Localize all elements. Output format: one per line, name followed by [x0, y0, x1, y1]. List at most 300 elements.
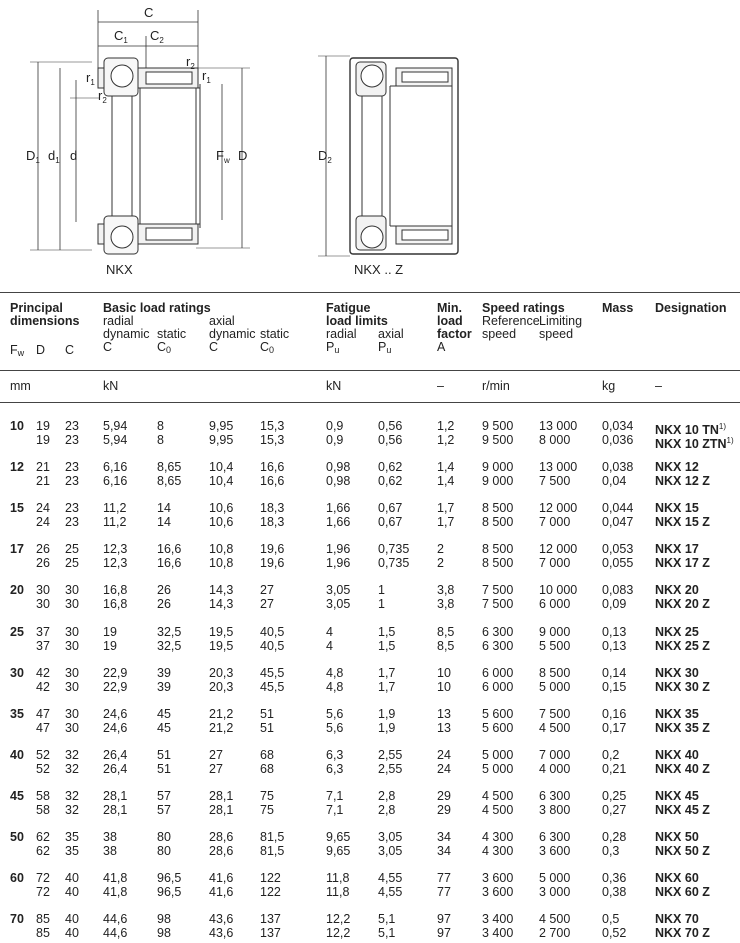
- cell-designation: NKX 10 ZTN$^{1)}$: [655, 436, 734, 451]
- cell-fw: 20: [10, 583, 24, 598]
- cell-ref: 9 500: [482, 419, 514, 433]
- hdr-sym-C0-radial: $C_0$: [157, 340, 172, 355]
- cell-pur: 1,96: [326, 556, 351, 571]
- cell-crd: 41,8: [103, 871, 128, 886]
- cell-crd: 24,6: [103, 720, 128, 735]
- cell-crd: 24,6: [103, 706, 128, 721]
- cell-fw: 30: [10, 665, 24, 680]
- cell-C: 40: [65, 926, 79, 941]
- hdr-min-1: Min.: [437, 301, 462, 315]
- cell-lim: 12 000: [539, 501, 578, 516]
- cell-pua: 2,8: [378, 802, 396, 817]
- cell-pua: 0,67: [378, 501, 403, 516]
- cell-pua: 1,9: [378, 706, 396, 721]
- cell-a: 1,2: [437, 433, 455, 447]
- cell-ref: 5 000: [482, 747, 514, 762]
- cell-crs: 45: [157, 720, 171, 735]
- cell-lim: 3 800: [539, 802, 571, 817]
- cell-pua: 0,62: [378, 474, 403, 489]
- cell-crs: 51: [157, 761, 171, 776]
- cell-cas: 81,5: [260, 844, 285, 858]
- cell-a: 13: [437, 706, 451, 721]
- cell-a: 8,5: [437, 638, 455, 653]
- cell-cad: 43,6: [209, 912, 234, 927]
- cell-crd: 44,6: [103, 926, 128, 941]
- cell-pua: 5,1: [378, 926, 396, 941]
- cell-fw: 15: [10, 501, 24, 516]
- cell-a: 10: [437, 679, 451, 694]
- cell-crs: 8,65: [157, 474, 182, 489]
- cell-crs: 80: [157, 844, 171, 858]
- cell-ref: 4 500: [482, 788, 514, 803]
- cell-crd: 6,16: [103, 460, 128, 475]
- hdr-sym-D: D: [36, 343, 46, 357]
- cell-a: 3,8: [437, 583, 455, 598]
- hdr-axial: axial: [209, 314, 235, 328]
- label-r2-left: $r_2$: [98, 88, 107, 105]
- cell-cad: 10,6: [209, 515, 234, 530]
- cell-crd: 26,4: [103, 747, 128, 762]
- table-row-group: [0, 667, 740, 697]
- hdr-sym-A: A: [437, 340, 446, 354]
- hdr-static-2: static: [260, 327, 290, 341]
- cell-crs: 96,5: [157, 871, 182, 886]
- unit-rmin: r/min: [482, 379, 510, 393]
- footnote-marker: 1): [718, 422, 727, 431]
- cell-a: 1,4: [437, 460, 455, 475]
- cell-pua: 4,55: [378, 885, 403, 900]
- cell-ref: 4 500: [482, 802, 514, 817]
- cell-pua: 3,05: [378, 844, 403, 858]
- cell-pua: 1,5: [378, 638, 396, 653]
- cell-mass: 0,13: [602, 624, 627, 639]
- cell-pur: 9,65: [326, 844, 351, 858]
- cell-mass: 0,36: [602, 871, 627, 886]
- cell-mass: 0,047: [602, 515, 634, 530]
- hdr-principal-2: dimensions: [10, 314, 80, 328]
- cell-cad: 19,5: [209, 638, 234, 653]
- cell-a: 34: [437, 830, 451, 844]
- cell-pua: 4,55: [378, 871, 403, 886]
- cell-designation: NKX 35: [655, 706, 699, 721]
- cell-a: 1,4: [437, 474, 455, 489]
- table-row-group: [0, 708, 740, 738]
- caption-nkx: NKX: [106, 262, 133, 277]
- cell-designation: NKX 12: [655, 460, 699, 475]
- cell-cad: 27: [209, 761, 223, 776]
- cell-D: 47: [36, 706, 50, 721]
- cell-lim: 7 000: [539, 515, 571, 530]
- cell-cas: 15,3: [260, 419, 285, 433]
- cell-a: 97: [437, 926, 451, 941]
- cell-designation: NKX 20 Z: [655, 597, 710, 612]
- cell-C: 40: [65, 885, 79, 900]
- cell-designation: NKX 10 TN$^{1)}$: [655, 422, 727, 437]
- cell-lim: 7 500: [539, 474, 571, 489]
- cell-ref: 9 000: [482, 474, 514, 489]
- label-C2: $C_2$: [150, 28, 164, 45]
- cell-designation: NKX 25: [655, 624, 699, 639]
- cell-a: 1,7: [437, 515, 455, 530]
- unit-kn-2: kN: [326, 379, 342, 393]
- cell-pua: 1: [378, 597, 385, 612]
- hdr-speed-1: speed: [482, 327, 517, 341]
- cell-D: 47: [36, 720, 50, 735]
- cell-D: 30: [36, 597, 50, 612]
- cell-cad: 9,95: [209, 419, 234, 433]
- header-mid-rule: [0, 370, 740, 371]
- cell-crs: 14: [157, 515, 171, 530]
- cell-pur: 6,3: [326, 761, 344, 776]
- hdr-dynamic-1: dynamic: [103, 327, 150, 341]
- cell-D: 26: [36, 542, 50, 557]
- cell-D: 24: [36, 515, 50, 530]
- cell-ref: 3 600: [482, 871, 514, 886]
- cell-D: 37: [36, 624, 50, 639]
- cell-a: 13: [437, 720, 451, 735]
- label-d1: $d_1$: [48, 148, 60, 165]
- cell-mass: 0,04: [602, 474, 627, 489]
- cell-fw: 70: [10, 912, 24, 927]
- cell-cas: 19,6: [260, 556, 285, 571]
- cell-ref: 3 600: [482, 885, 514, 900]
- cell-cas: 18,3: [260, 501, 285, 516]
- cell-mass: 0,09: [602, 597, 627, 612]
- cell-designation: NKX 60: [655, 871, 699, 886]
- cell-pur: 12,2: [326, 912, 351, 927]
- cell-pur: 6,3: [326, 747, 344, 762]
- cell-pur: 4: [326, 624, 333, 639]
- cell-ref: 9 500: [482, 433, 514, 447]
- cell-lim: 3 000: [539, 885, 571, 900]
- cell-pua: 0,735: [378, 542, 410, 557]
- cell-pur: 4: [326, 638, 333, 653]
- cell-ref: 5 600: [482, 720, 514, 735]
- cell-ref: 8 500: [482, 515, 514, 530]
- bearing-drawings: [0, 0, 740, 292]
- cell-cas: 122: [260, 871, 281, 886]
- cell-lim: 4 000: [539, 761, 571, 776]
- label-d: d: [70, 148, 78, 163]
- hdr-speed-ratings: Speed ratings: [482, 301, 565, 315]
- cell-mass: 0,053: [602, 542, 634, 557]
- cell-cas: 18,3: [260, 515, 285, 530]
- cell-ref: 6 000: [482, 665, 514, 680]
- cell-cas: 75: [260, 802, 274, 817]
- cell-mass: 0,5: [602, 912, 620, 927]
- cell-C: 30: [65, 638, 79, 653]
- cell-crd: 41,8: [103, 885, 128, 900]
- cell-pur: 0,98: [326, 474, 351, 489]
- cell-fw: 40: [10, 747, 24, 762]
- cell-D: 62: [36, 844, 50, 858]
- cell-D: 52: [36, 761, 50, 776]
- unit-dash-2: –: [655, 379, 662, 393]
- cell-a: 1,2: [437, 419, 455, 433]
- cell-crd: 12,3: [103, 542, 128, 557]
- cell-lim: 12 000: [539, 542, 578, 557]
- cell-pua: 0,56: [378, 433, 403, 447]
- table-row-group: [0, 872, 740, 902]
- cell-cad: 10,4: [209, 474, 234, 489]
- cell-lim: 7 000: [539, 747, 571, 762]
- cell-cad: 41,6: [209, 871, 234, 886]
- cell-pua: 3,05: [378, 830, 403, 844]
- cell-fw: 10: [10, 419, 24, 433]
- hdr-designation: Designation: [655, 301, 727, 315]
- hdr-static-1: static: [157, 327, 187, 341]
- cell-cas: 45,5: [260, 679, 285, 694]
- label-r1-left: $r_1$: [86, 70, 95, 87]
- hdr-sym-Pu-axial: $P_u$: [378, 340, 392, 355]
- cell-lim: 6 300: [539, 788, 571, 803]
- cell-mass: 0,52: [602, 926, 627, 941]
- cell-designation: NKX 15: [655, 501, 699, 516]
- cell-pur: 11,8: [326, 885, 350, 900]
- cell-D: 19: [36, 419, 50, 433]
- hdr-sym-C-axial: C: [209, 340, 219, 354]
- cell-crd: 44,6: [103, 912, 128, 927]
- cell-ref: 9 000: [482, 460, 514, 475]
- header-top-rule: [0, 292, 740, 293]
- units-rule: [0, 402, 740, 403]
- cell-pua: 1,9: [378, 720, 396, 735]
- cell-designation: NKX 15 Z: [655, 515, 710, 530]
- table-row-group: [0, 584, 740, 614]
- cell-D: 72: [36, 871, 50, 886]
- cell-pur: 4,8: [326, 665, 344, 680]
- cell-D: 30: [36, 583, 50, 598]
- cell-mass: 0,055: [602, 556, 634, 571]
- cell-cas: 137: [260, 912, 281, 927]
- cell-crd: 6,16: [103, 474, 128, 489]
- cell-pur: 3,05: [326, 583, 351, 598]
- cell-designation: NKX 20: [655, 583, 699, 598]
- unit-kg: kg: [602, 379, 616, 393]
- cell-pua: 1,7: [378, 665, 396, 680]
- cell-C: 23: [65, 515, 79, 530]
- cell-cad: 14,3: [209, 597, 234, 612]
- label-C1: $C_1$: [114, 28, 128, 45]
- cell-C: 40: [65, 871, 79, 886]
- cell-a: 77: [437, 871, 451, 886]
- cell-a: 8,5: [437, 624, 455, 639]
- cell-crs: 26: [157, 583, 171, 598]
- cell-cas: 51: [260, 720, 274, 735]
- cell-pur: 7,1: [326, 788, 344, 803]
- cell-cad: 10,4: [209, 460, 234, 475]
- cell-mass: 0,21: [602, 761, 627, 776]
- hdr-basic-load: Basic load ratings: [103, 301, 211, 315]
- cell-crs: 98: [157, 912, 171, 927]
- cell-D: 21: [36, 474, 50, 489]
- cell-designation: NKX 17: [655, 542, 699, 557]
- cell-C: 30: [65, 624, 79, 639]
- cell-D: 42: [36, 665, 50, 680]
- cell-C: 30: [65, 720, 79, 735]
- hdr-sym-Fw: $F_w$: [10, 343, 25, 358]
- cell-pur: 12,2: [326, 926, 351, 941]
- caption-nkx-z: NKX .. Z: [354, 262, 404, 277]
- cell-lim: 4 500: [539, 720, 571, 735]
- cell-cad: 9,95: [209, 433, 234, 447]
- cell-C: 30: [65, 706, 79, 721]
- cell-fw: 17: [10, 542, 24, 557]
- hdr-sym-C: C: [65, 343, 75, 357]
- cell-crs: 8,65: [157, 460, 182, 475]
- cell-designation: NKX 30: [655, 665, 699, 680]
- cell-designation: NKX 45 Z: [655, 802, 710, 817]
- cell-pur: 0,9: [326, 433, 344, 447]
- cell-pur: 9,65: [326, 830, 351, 844]
- cell-mass: 0,036: [602, 433, 634, 447]
- cell-cad: 28,6: [209, 844, 234, 858]
- cell-D: 24: [36, 501, 50, 516]
- cell-cad: 27: [209, 747, 223, 762]
- cell-crs: 14: [157, 501, 171, 516]
- hdr-sym-C-radial: C: [103, 340, 113, 354]
- cell-pur: 1,96: [326, 542, 351, 557]
- cell-C: 32: [65, 788, 79, 803]
- cell-crd: 11,2: [103, 501, 127, 516]
- cell-D: 85: [36, 912, 50, 927]
- cell-C: 32: [65, 747, 79, 762]
- cell-cas: 68: [260, 761, 274, 776]
- cell-pur: 3,05: [326, 597, 351, 612]
- cell-D: 58: [36, 802, 50, 817]
- cell-designation: NKX 25 Z: [655, 638, 710, 653]
- cell-cad: 14,3: [209, 583, 234, 598]
- cell-a: 2: [437, 542, 444, 557]
- cell-mass: 0,14: [602, 665, 627, 680]
- cell-crs: 39: [157, 679, 171, 694]
- hdr-min-2: load: [437, 314, 463, 328]
- units-row: [0, 379, 740, 395]
- cell-C: 23: [65, 460, 79, 475]
- cell-crs: 39: [157, 665, 171, 680]
- table-row-group: [0, 543, 740, 573]
- cell-lim: 13 000: [539, 419, 578, 433]
- cell-C: 25: [65, 542, 79, 557]
- cell-ref: 6 000: [482, 679, 514, 694]
- cell-crd: 19: [103, 638, 117, 653]
- cell-cas: 75: [260, 788, 274, 803]
- cell-pua: 1,7: [378, 679, 396, 694]
- cell-C: 30: [65, 597, 79, 612]
- hdr-principal-1: Principal: [10, 301, 63, 315]
- label-r2-right: $r_2$: [186, 54, 195, 71]
- cell-ref: 8 500: [482, 542, 514, 557]
- table-row-group: [0, 749, 740, 779]
- unit-kn-1: kN: [103, 379, 119, 393]
- hdr-fatigue-axial: axial: [378, 327, 404, 341]
- cell-C: 40: [65, 912, 79, 927]
- cell-crs: 16,6: [157, 556, 182, 571]
- cell-crs: 16,6: [157, 542, 182, 557]
- cell-mass: 0,38: [602, 885, 627, 900]
- cell-mass: 0,15: [602, 679, 627, 694]
- hdr-sym-Pu-radial: $P_u$: [326, 340, 340, 355]
- cell-a: 97: [437, 912, 451, 927]
- cell-ref: 4 300: [482, 844, 514, 858]
- cell-crs: 26: [157, 597, 171, 612]
- cell-D: 62: [36, 830, 50, 844]
- cell-cas: 122: [260, 885, 281, 900]
- cell-C: 35: [65, 844, 79, 858]
- cell-ref: 6 300: [482, 624, 514, 639]
- cell-crs: 96,5: [157, 885, 182, 900]
- cell-fw: 60: [10, 871, 24, 886]
- unit-mm: mm: [10, 379, 31, 393]
- cell-crd: 5,94: [103, 419, 128, 433]
- cell-C: 23: [65, 501, 79, 516]
- unit-dash-1: –: [437, 379, 444, 393]
- cell-designation: NKX 45: [655, 788, 699, 803]
- cell-ref: 5 600: [482, 706, 514, 721]
- cell-ref: 4 300: [482, 830, 514, 844]
- cell-a: 34: [437, 844, 451, 858]
- cell-cad: 10,8: [209, 542, 234, 557]
- cell-a: 1,7: [437, 501, 455, 516]
- cell-ref: 7 500: [482, 597, 514, 612]
- cell-designation: NKX 35 Z: [655, 720, 710, 735]
- cell-lim: 5 500: [539, 638, 571, 653]
- cell-cad: 21,2: [209, 720, 234, 735]
- cell-cas: 27: [260, 597, 274, 612]
- cell-cad: 28,6: [209, 830, 234, 844]
- label-Fw: $F_w$: [216, 148, 230, 165]
- cell-mass: 0,16: [602, 706, 627, 721]
- cell-mass: 0,28: [602, 830, 627, 844]
- cell-pua: 1,5: [378, 624, 396, 639]
- cell-C: 30: [65, 665, 79, 680]
- cell-crd: 5,94: [103, 433, 128, 447]
- hdr-mass: Mass: [602, 301, 634, 315]
- cell-mass: 0,034: [602, 419, 634, 433]
- cell-mass: 0,044: [602, 501, 634, 516]
- cell-crs: 57: [157, 802, 171, 817]
- cell-designation: NKX 50 Z: [655, 844, 710, 858]
- cell-pur: 5,6: [326, 706, 344, 721]
- cell-pur: 11,8: [326, 871, 350, 886]
- cell-pua: 0,735: [378, 556, 410, 571]
- cell-designation: NKX 12 Z: [655, 474, 710, 489]
- hdr-speed-2: speed: [539, 327, 574, 341]
- cell-crd: 38: [103, 830, 117, 844]
- cell-pua: 2,55: [378, 747, 403, 762]
- cell-a: 24: [437, 761, 451, 776]
- cell-D: 85: [36, 926, 50, 941]
- cell-cad: 21,2: [209, 706, 234, 721]
- cell-lim: 13 000: [539, 460, 578, 475]
- cell-mass: 0,27: [602, 802, 627, 817]
- cell-lim: 8 000: [539, 433, 571, 447]
- cell-crs: 32,5: [157, 638, 182, 653]
- cell-crs: 51: [157, 747, 171, 762]
- cell-D: 21: [36, 460, 50, 475]
- label-D1: $D_1$: [26, 148, 40, 165]
- table-row-group: [0, 420, 740, 450]
- hdr-min-3: factor: [437, 327, 472, 341]
- cell-cas: 27: [260, 583, 274, 598]
- cell-crs: 45: [157, 706, 171, 721]
- cell-C: 32: [65, 761, 79, 776]
- cell-lim: 10 000: [539, 583, 578, 598]
- cell-lim: 4 500: [539, 912, 571, 927]
- cell-crd: 28,1: [103, 802, 128, 817]
- cell-designation: NKX 40: [655, 747, 699, 762]
- cell-designation: NKX 17 Z: [655, 556, 710, 571]
